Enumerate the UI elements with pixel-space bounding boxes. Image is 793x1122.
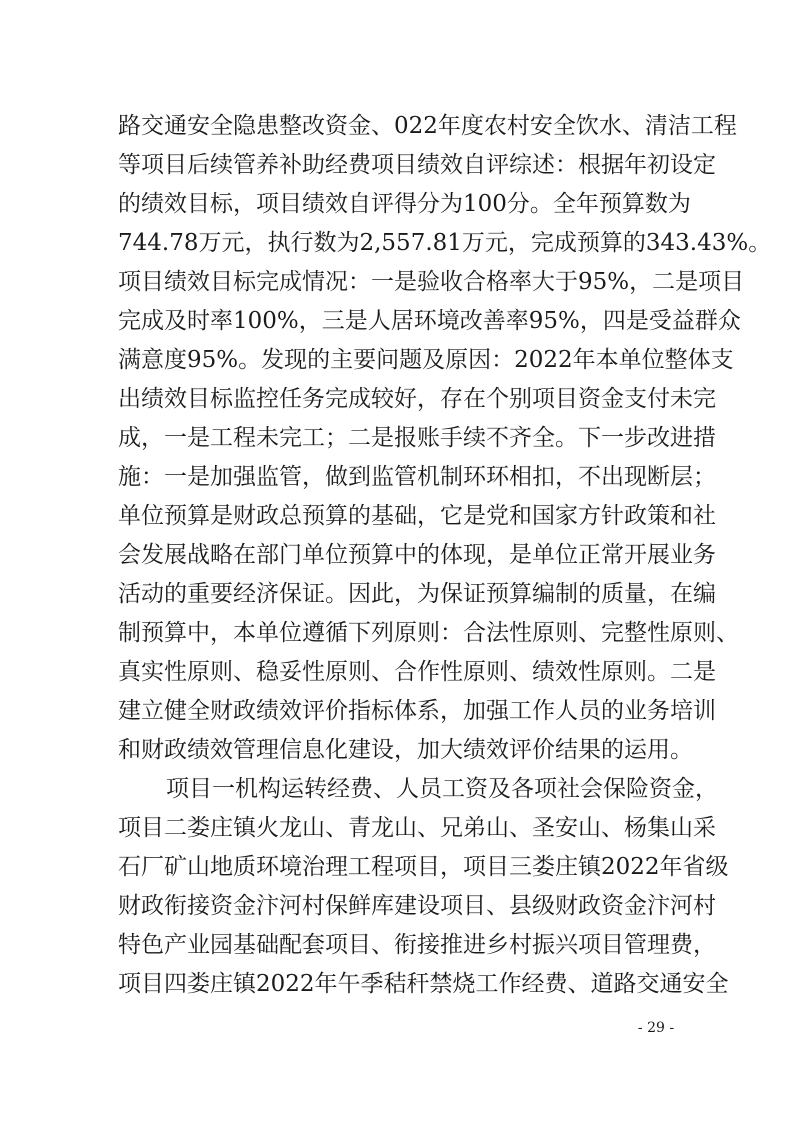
paragraph-1-line-7: 满意度95%。发现的主要问题及原因：2022年本单位整体支 [118,347,734,373]
paragraph-1-line-12: 会发展战略在部门单位预算中的体现，是单位正常开展业务 [118,542,716,568]
paragraph-1-line-5: 项目绩效目标完成情况：一是验收合格率大于95%，二是项目 [118,269,745,295]
paragraph-2-line-4: 财政衔接资金汴河村保鲜库建设项目、县级财政资金汴河村 [118,893,716,919]
paragraph-1-line-8: 出绩效目标监控任务完成较好，存在个别项目资金支付未完 [118,386,716,412]
paragraph-1-line-11: 单位预算是财政总预算的基础，它是党和国家方针政策和社 [118,503,716,529]
paragraph-2-line-2: 项目二娄庄镇火龙山、青龙山、兄弟山、圣安山、杨集山采 [118,815,716,841]
page-number: - 29 - [637,1020,675,1036]
paragraph-1-line-1: 路交通安全隐患整改资金、022年度农村安全饮水、清洁工程 [118,113,737,139]
paragraph-1-line-4: 744.78万元，执行数为2,557.81万元，完成预算的343.43%。 [118,230,772,256]
paragraph-1-line-15: 真实性原则、稳妥性原则、合作性原则、绩效性原则。二是 [118,659,716,685]
paragraph-1-line-10: 施：一是加强监管，做到监管机制环环相扣，不出现断层； [118,464,716,490]
paragraph-2-line-5: 特色产业园基础配套项目、衔接推进乡村振兴项目管理费， [118,932,716,958]
paragraph-1-line-6: 完成及时率100%，三是人居环境改善率95%，四是受益群众 [118,308,741,334]
paragraph-1-line-14: 制预算中，本单位遵循下列原则：合法性原则、完整性原则、 [118,620,739,646]
paragraph-1-line-17: 和财政绩效管理信息化建设，加大绩效评价结果的运用。 [118,737,693,763]
paragraph-1-line-13: 活动的重要经济保证。因此，为保证预算编制的质量，在编 [118,581,716,607]
paragraph-1-line-9: 成，一是工程未完工；二是报账手续不齐全。下一步改进措 [118,425,716,451]
paragraph-2-line-1: 项目一机构运转经费、人员工资及各项社会保险资金， [166,776,718,802]
paragraph-1-line-2: 等项目后续管养补助经费项目绩效自评综述：根据年初设定 [118,152,716,178]
paragraph-2-line-6: 项目四娄庄镇2022年午季秸秆禁烧工作经费、道路交通安全 [118,971,729,997]
paragraph-2-line-3: 石厂矿山地质环境治理工程项目，项目三娄庄镇2022年省级 [118,854,729,880]
paragraph-1-line-3: 的绩效目标，项目绩效自评得分为100分。全年预算数为 [118,191,691,217]
paragraph-1-line-16: 建立健全财政绩效评价指标体系，加强工作人员的业务培训 [118,698,716,724]
